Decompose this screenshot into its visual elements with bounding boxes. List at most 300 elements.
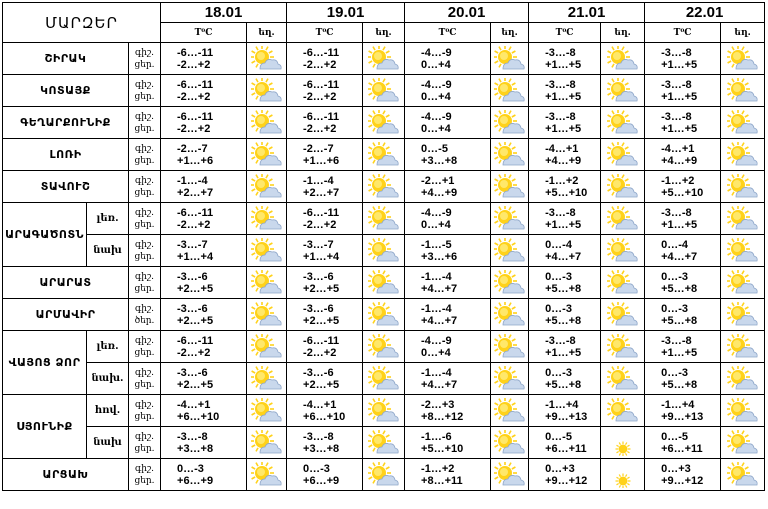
temperature-cell <box>645 139 721 171</box>
table-row <box>3 395 765 427</box>
sun-cloud-icon <box>363 75 405 107</box>
sun-cloud-icon <box>247 139 287 171</box>
day-temperature: -2…+2 <box>303 90 337 103</box>
day-temperature: +4…+7 <box>421 378 458 391</box>
sun-cloud-icon <box>601 75 645 107</box>
temperature-cell <box>529 171 601 203</box>
temperature-cell <box>405 43 491 75</box>
day-temperature: +4…+9 <box>661 154 698 167</box>
temperature-cell <box>529 75 601 107</box>
day-temperature: +9…+12 <box>661 474 704 487</box>
date-header-4: 22.01 <box>645 3 765 23</box>
sun-cloud-icon <box>601 139 645 171</box>
temp-col-header: T⁰C <box>645 23 721 43</box>
sun-cloud-icon <box>721 331 765 363</box>
region-name: ԿՈՏԱՅՔ <box>3 75 129 107</box>
temperature-cell <box>405 107 491 139</box>
night-label: գիշ. <box>135 175 154 186</box>
temperature-cell <box>645 171 721 203</box>
night-temperature: -3…-6 <box>177 270 208 283</box>
sun-cloud-icon <box>363 459 405 491</box>
day-label: ցեր. <box>134 251 155 262</box>
day-temperature: +9…+12 <box>545 474 588 487</box>
day-temperature: +5…+10 <box>421 442 464 455</box>
night-temperature: -3…-8 <box>661 334 692 347</box>
night-temperature: -6…-11 <box>303 46 340 59</box>
table-row <box>3 75 765 107</box>
region-name: ՇԻՐԱԿ <box>3 43 129 75</box>
night-temperature: -1…-6 <box>421 430 452 443</box>
table-row <box>3 363 765 395</box>
sun-cloud-icon <box>601 107 645 139</box>
temperature-cell <box>161 459 247 491</box>
night-temperature: 0…-3 <box>545 270 572 283</box>
table-row <box>3 203 765 235</box>
temperature-cell <box>529 459 601 491</box>
day-temperature: +5…+8 <box>545 378 582 391</box>
day-label: ցեր. <box>134 347 155 358</box>
day-night-label <box>129 235 161 267</box>
temperature-cell <box>287 267 363 299</box>
date-header-1: 19.01 <box>287 3 405 23</box>
temperature-cell <box>161 267 247 299</box>
sun-cloud-icon <box>601 363 645 395</box>
sun-icon <box>601 427 645 459</box>
region-name: ԱՐԱԳԱԾՈՏՆ <box>3 203 87 267</box>
sun-cloud-icon <box>721 363 765 395</box>
sun-cloud-icon <box>601 299 645 331</box>
temperature-cell <box>529 139 601 171</box>
temperature-cell <box>287 299 363 331</box>
sun-cloud-icon <box>721 107 765 139</box>
day-temperature: -2…+2 <box>303 58 337 71</box>
temperature-cell <box>405 299 491 331</box>
temperature-cell <box>405 171 491 203</box>
temperature-cell <box>645 395 721 427</box>
night-temperature: -1…+4 <box>661 398 695 411</box>
temperature-cell <box>405 267 491 299</box>
day-temperature: +5…+10 <box>661 186 704 199</box>
day-temperature: +3…+6 <box>421 250 458 263</box>
sun-cloud-icon <box>491 43 529 75</box>
night-temperature: 0…-4 <box>661 238 688 251</box>
night-temperature: -3…-6 <box>177 366 208 379</box>
temperature-cell <box>161 427 247 459</box>
day-label: ցեր. <box>134 59 155 70</box>
sun-cloud-icon <box>363 363 405 395</box>
day-temperature: +1…+5 <box>545 90 582 103</box>
sun-cloud-icon <box>247 171 287 203</box>
night-temperature: -4…+1 <box>303 398 337 411</box>
day-label: ցեր. <box>134 379 155 390</box>
temperature-cell <box>287 235 363 267</box>
subregion-label: լեռ. <box>87 331 129 363</box>
sun-cloud-icon <box>601 43 645 75</box>
day-label: ցեր. <box>134 187 155 198</box>
sun-cloud-icon <box>363 331 405 363</box>
day-night-label <box>129 363 161 395</box>
day-temperature: +3…+8 <box>421 154 458 167</box>
sun-cloud-icon <box>363 203 405 235</box>
night-temperature: -3…-8 <box>545 110 576 123</box>
day-temperature: +9…+13 <box>661 410 704 423</box>
forecast-table-wrap <box>2 2 766 505</box>
sun-cloud-icon <box>247 267 287 299</box>
region-name: ԼՈՌԻ <box>3 139 129 171</box>
header-row-dates <box>3 3 765 23</box>
region-name: ԳԵՂԱՐՔՈՒՆԻՔ <box>3 107 129 139</box>
night-temperature: -1…+2 <box>661 174 695 187</box>
temperature-cell <box>287 395 363 427</box>
table-row <box>3 235 765 267</box>
sun-cloud-icon <box>721 299 765 331</box>
day-label: ցեր. <box>134 219 155 230</box>
temperature-cell <box>287 139 363 171</box>
region-name: ՎԱՅՈՑ ՁՈՐ <box>3 331 87 395</box>
day-temperature: +6…+11 <box>661 442 703 455</box>
sun-cloud-icon <box>491 395 529 427</box>
day-temperature: +5…+8 <box>545 282 582 295</box>
temperature-cell <box>287 427 363 459</box>
night-temperature: -3…-6 <box>303 270 334 283</box>
temperature-cell <box>405 139 491 171</box>
sun-cloud-icon <box>363 299 405 331</box>
day-night-label <box>129 427 161 459</box>
night-temperature: -3…-7 <box>177 238 208 251</box>
night-label: գիշ. <box>135 463 154 474</box>
sun-cloud-icon <box>247 75 287 107</box>
day-temperature: +1…+5 <box>661 90 698 103</box>
sun-cloud-icon <box>721 459 765 491</box>
sun-cloud-icon <box>247 459 287 491</box>
subregion-label: նախ. <box>87 363 129 395</box>
day-night-label <box>129 203 161 235</box>
temperature-cell <box>529 363 601 395</box>
table-row <box>3 299 765 331</box>
temperature-cell <box>405 363 491 395</box>
night-temperature: -3…-8 <box>661 110 692 123</box>
temperature-cell <box>645 299 721 331</box>
night-temperature: -2…-7 <box>177 142 208 155</box>
day-label: ցեր. <box>134 475 155 486</box>
night-temperature: -1…-4 <box>177 174 208 187</box>
night-temperature: -6…-11 <box>303 78 340 91</box>
temperature-cell <box>161 299 247 331</box>
night-temperature: -1…-4 <box>421 302 452 315</box>
weather-col-header: եղ. <box>247 23 287 43</box>
day-temperature: +5…+10 <box>545 186 588 199</box>
temperature-cell <box>161 75 247 107</box>
night-temperature: -6…-11 <box>177 46 214 59</box>
day-temperature: 0…+4 <box>421 346 451 359</box>
temperature-cell <box>645 459 721 491</box>
temperature-cell <box>645 363 721 395</box>
sun-cloud-icon <box>363 43 405 75</box>
day-label: ցեր. <box>134 123 155 134</box>
sun-cloud-icon <box>247 107 287 139</box>
sun-cloud-icon <box>721 139 765 171</box>
day-temperature: 0…+4 <box>421 218 451 231</box>
subregion-label: հով. <box>87 395 129 427</box>
subregion-label: լեռ. <box>87 203 129 235</box>
region-name: ՏԱՎՈՒՇ <box>3 171 129 203</box>
sun-cloud-icon <box>601 171 645 203</box>
regions-header: ՄԱՐԶԵՐ <box>3 3 161 43</box>
temperature-cell <box>529 267 601 299</box>
temperature-cell <box>405 427 491 459</box>
night-temperature: -3…-7 <box>303 238 334 251</box>
table-row <box>3 107 765 139</box>
day-temperature: +8…+12 <box>421 410 464 423</box>
day-temperature: 0…+4 <box>421 90 451 103</box>
night-temperature: 0…+3 <box>661 462 691 475</box>
day-temperature: +6…+10 <box>303 410 346 423</box>
day-temperature: +1…+5 <box>545 58 582 71</box>
night-label: գիշ. <box>135 79 154 90</box>
sun-cloud-icon <box>601 203 645 235</box>
table-row <box>3 43 765 75</box>
weather-col-header: եղ. <box>363 23 405 43</box>
night-temperature: -4…+1 <box>177 398 211 411</box>
day-night-label <box>129 171 161 203</box>
sun-cloud-icon <box>491 331 529 363</box>
day-temperature: +1…+5 <box>545 122 582 135</box>
sun-cloud-icon <box>363 171 405 203</box>
night-temperature: -3…-6 <box>177 302 208 315</box>
sun-cloud-icon <box>601 395 645 427</box>
night-temperature: -6…-11 <box>303 334 340 347</box>
night-temperature: -2…+3 <box>421 398 455 411</box>
temperature-cell <box>645 203 721 235</box>
night-label: գիշ. <box>135 303 154 314</box>
sun-cloud-icon <box>491 171 529 203</box>
day-temperature: +2…+7 <box>177 186 214 199</box>
night-label: գիշ. <box>135 431 154 442</box>
sun-cloud-icon <box>721 203 765 235</box>
day-night-label <box>129 267 161 299</box>
day-temperature: +1…+5 <box>545 346 582 359</box>
region-name: ԱՐՄԱՎԻՐ <box>3 299 129 331</box>
night-temperature: -3…-6 <box>303 366 334 379</box>
day-night-label <box>129 299 161 331</box>
night-temperature: -4…+1 <box>661 142 695 155</box>
subregion-label: նախ <box>87 235 129 267</box>
region-name: ՍՅՈՒՆԻՔ <box>3 395 87 459</box>
temperature-cell <box>645 43 721 75</box>
temperature-cell <box>529 203 601 235</box>
night-temperature: 0…-3 <box>545 302 572 315</box>
sun-cloud-icon <box>721 171 765 203</box>
temperature-cell <box>287 75 363 107</box>
temperature-cell <box>405 75 491 107</box>
sun-cloud-icon <box>491 427 529 459</box>
day-temperature: +4…+9 <box>421 186 458 199</box>
sun-cloud-icon <box>721 427 765 459</box>
day-temperature: -2…+2 <box>177 58 211 71</box>
night-temperature: -3…-8 <box>545 78 576 91</box>
temperature-cell <box>287 331 363 363</box>
region-name: ԱՐԱՐԱՏ <box>3 267 129 299</box>
night-temperature: -6…-11 <box>303 110 340 123</box>
night-temperature: 0…-3 <box>177 462 204 475</box>
night-temperature: -3…-6 <box>303 302 334 315</box>
temperature-cell <box>161 43 247 75</box>
temperature-cell <box>529 235 601 267</box>
temperature-cell <box>405 203 491 235</box>
day-temperature: +9…+13 <box>545 410 588 423</box>
date-header-3: 21.01 <box>529 3 645 23</box>
temp-col-header: T⁰C <box>287 23 363 43</box>
day-night-label <box>129 43 161 75</box>
day-temperature: +1…+5 <box>661 58 698 71</box>
night-temperature: 0…-3 <box>661 366 688 379</box>
night-label: գիշ. <box>135 335 154 346</box>
sun-cloud-icon <box>363 395 405 427</box>
night-label: գիշ. <box>135 47 154 58</box>
day-temperature: +3…+8 <box>177 442 214 455</box>
day-night-label <box>129 459 161 491</box>
day-label: ծեր. <box>134 315 155 326</box>
temperature-cell <box>405 395 491 427</box>
temperature-cell <box>645 427 721 459</box>
night-temperature: 0…-5 <box>661 430 688 443</box>
day-temperature: +4…+7 <box>421 314 458 327</box>
temperature-cell <box>287 107 363 139</box>
day-label: ցեր. <box>134 283 155 294</box>
table-row <box>3 267 765 299</box>
night-temperature: 0…-5 <box>421 142 448 155</box>
night-temperature: -1…-5 <box>421 238 452 251</box>
sun-cloud-icon <box>247 203 287 235</box>
day-temperature: +4…+7 <box>545 250 582 263</box>
temp-col-header: T⁰C <box>529 23 601 43</box>
temperature-cell <box>161 203 247 235</box>
temperature-cell <box>645 107 721 139</box>
temperature-cell <box>405 459 491 491</box>
weather-col-header: եղ. <box>721 23 765 43</box>
night-temperature: -3…-8 <box>661 78 692 91</box>
temperature-cell <box>161 107 247 139</box>
temperature-cell <box>529 43 601 75</box>
sun-cloud-icon <box>363 235 405 267</box>
day-temperature: -2…+2 <box>177 218 211 231</box>
temperature-cell <box>405 235 491 267</box>
day-temperature: +5…+8 <box>661 314 698 327</box>
day-temperature: +1…+4 <box>303 250 340 263</box>
sun-cloud-icon <box>721 43 765 75</box>
night-label: գիշ. <box>135 271 154 282</box>
temperature-cell <box>287 363 363 395</box>
sun-cloud-icon <box>491 299 529 331</box>
day-temperature: +8…+11 <box>421 474 463 487</box>
sun-cloud-icon <box>721 75 765 107</box>
night-temperature: -3…-8 <box>545 46 576 59</box>
night-temperature: 0…-3 <box>545 366 572 379</box>
sun-cloud-icon <box>363 267 405 299</box>
night-label: գիշ. <box>135 367 154 378</box>
night-temperature: 0…-3 <box>303 462 330 475</box>
night-temperature: -4…-9 <box>421 334 452 347</box>
night-label: գիշ. <box>135 143 154 154</box>
temperature-cell <box>529 107 601 139</box>
night-temperature: -6…-11 <box>177 206 214 219</box>
day-label: ցեր. <box>134 91 155 102</box>
day-temperature: -2…+2 <box>303 122 337 135</box>
day-label: ցեր. <box>134 411 155 422</box>
temperature-cell <box>405 331 491 363</box>
day-temperature: +3…+8 <box>303 442 340 455</box>
night-temperature: -3…-8 <box>661 46 692 59</box>
temperature-cell <box>161 171 247 203</box>
sun-cloud-icon <box>247 331 287 363</box>
weather-col-header: եղ. <box>601 23 645 43</box>
temperature-cell <box>161 363 247 395</box>
sun-cloud-icon <box>247 363 287 395</box>
temperature-cell <box>161 331 247 363</box>
sun-cloud-icon <box>247 299 287 331</box>
day-temperature: +5…+8 <box>661 378 698 391</box>
day-night-label <box>129 107 161 139</box>
night-label: գիշ. <box>135 111 154 122</box>
day-temperature: +2…+5 <box>303 282 340 295</box>
night-temperature: 0…-4 <box>545 238 572 251</box>
night-temperature: -1…+2 <box>421 462 455 475</box>
day-label: ցեր. <box>134 443 155 454</box>
day-temperature: +5…+8 <box>661 282 698 295</box>
temperature-cell <box>529 395 601 427</box>
night-temperature: -3…-8 <box>661 206 692 219</box>
day-temperature: +2…+5 <box>177 282 214 295</box>
sun-cloud-icon <box>721 267 765 299</box>
day-temperature: 0…+4 <box>421 122 451 135</box>
night-temperature: -4…-9 <box>421 110 452 123</box>
sun-cloud-icon <box>247 427 287 459</box>
night-temperature: -3…-8 <box>177 430 208 443</box>
day-temperature: 0…+4 <box>421 58 451 71</box>
temperature-cell <box>529 427 601 459</box>
table-row <box>3 427 765 459</box>
sun-cloud-icon <box>247 43 287 75</box>
sun-cloud-icon <box>491 139 529 171</box>
day-temperature: +2…+5 <box>177 314 214 327</box>
night-temperature: -1…+4 <box>545 398 579 411</box>
date-header-0: 18.01 <box>161 3 287 23</box>
sun-cloud-icon <box>491 107 529 139</box>
night-temperature: -3…-8 <box>545 334 576 347</box>
sun-cloud-icon <box>363 139 405 171</box>
day-temperature: +1…+5 <box>661 346 698 359</box>
day-night-label <box>129 331 161 363</box>
sun-cloud-icon <box>491 363 529 395</box>
night-temperature: 0…-3 <box>661 302 688 315</box>
day-temperature: +6…+10 <box>177 410 220 423</box>
night-temperature: -3…-8 <box>303 430 334 443</box>
day-night-label <box>129 75 161 107</box>
night-temperature: -1…-4 <box>303 174 334 187</box>
temperature-cell <box>645 267 721 299</box>
sun-cloud-icon <box>363 427 405 459</box>
sun-cloud-icon <box>721 235 765 267</box>
day-temperature: +5…+8 <box>545 314 582 327</box>
sun-cloud-icon <box>491 235 529 267</box>
day-temperature: +2…+5 <box>303 314 340 327</box>
night-temperature: -4…-9 <box>421 78 452 91</box>
night-temperature: 0…-3 <box>661 270 688 283</box>
day-temperature: +2…+5 <box>303 378 340 391</box>
night-temperature: -6…-11 <box>177 78 214 91</box>
sun-cloud-icon <box>491 267 529 299</box>
day-temperature: +6…+9 <box>177 474 214 487</box>
